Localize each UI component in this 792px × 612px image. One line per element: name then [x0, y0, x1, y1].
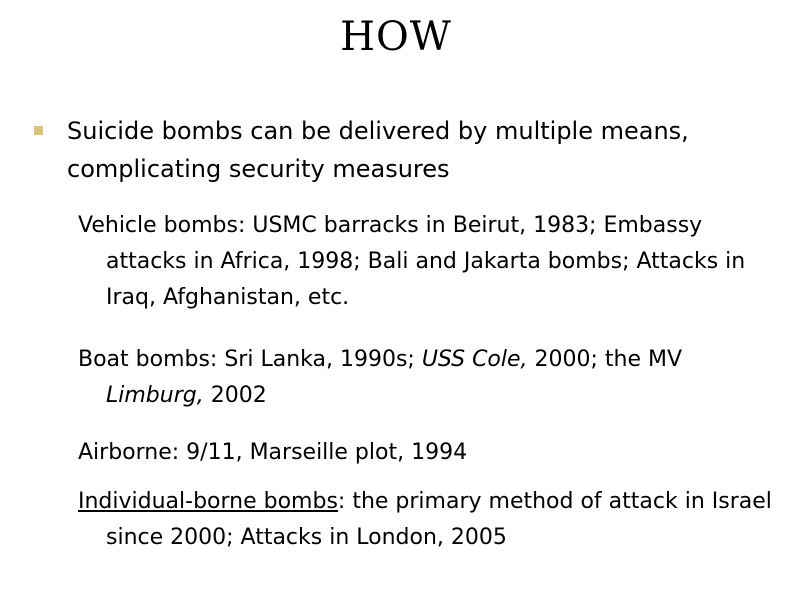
individual-borne-rest: : the primary method of attack in Israel since 2000; Attacks in London, 2005 [106, 489, 772, 550]
main-bullet [34, 112, 754, 188]
boat-italic-uss-cole: USS Cole, [421, 347, 528, 372]
boat-text-1: Boat bombs: Sri Lanka, 1990s; [78, 347, 422, 372]
subpoint-vehicle-bombs: Vehicle bombs: USMC barracks in Beirut, 1983; Embassy attacks in Africa, 1998; Bali and Jakarta bombs; Attacks in Iraq, Afghanistan, etc. [78, 213, 746, 310]
slide-title: HOW [340, 14, 452, 60]
subpoint-boat-bombs [78, 342, 786, 414]
boat-text-2: 2000; the MV [527, 347, 683, 372]
individual-borne-underlined: Individual-borne bombs [78, 489, 338, 514]
square-bullet-icon [34, 126, 43, 135]
subpoint-individual-borne [78, 484, 786, 556]
main-bullet-text: Suicide bombs can be delivered by multiple means, complicating security measures [67, 117, 689, 183]
boat-italic-limburg: Limburg, [106, 383, 204, 408]
subpoint-airborne: Airborne: 9/11, Marseille plot, 1994 [78, 440, 468, 465]
boat-text-3: 2002 [203, 383, 267, 408]
